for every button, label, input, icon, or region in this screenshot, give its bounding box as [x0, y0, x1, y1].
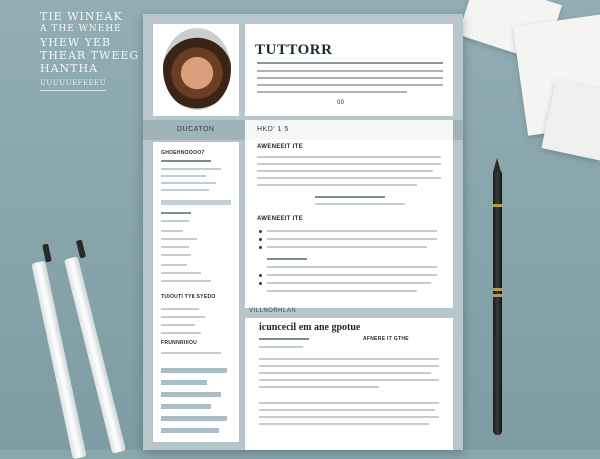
- title-line-5: HANTHA: [40, 62, 99, 75]
- skill-bar: [161, 428, 219, 433]
- pen-band-1: [493, 204, 502, 207]
- block-line: [259, 402, 439, 404]
- skill-bar: [161, 392, 221, 397]
- block-line: [259, 379, 439, 381]
- left-line: [161, 352, 221, 354]
- left-heading-2: TUIOUTI TY8 SYEDO: [161, 294, 216, 300]
- left-column: [153, 142, 239, 442]
- profile-photo: [163, 28, 231, 110]
- skill-bar: [161, 380, 207, 385]
- left-line: [161, 280, 211, 282]
- block-line: [267, 282, 431, 284]
- block-line: [315, 196, 385, 198]
- header-line: [257, 62, 443, 64]
- left-line: [161, 189, 209, 191]
- left-line: [161, 160, 211, 162]
- header-line: [257, 77, 443, 79]
- left-line: [161, 332, 201, 334]
- skill-bar: [161, 416, 227, 421]
- right-section-label: HKD' 1 5: [257, 126, 289, 133]
- left-line: [161, 212, 191, 214]
- block-line: [259, 416, 439, 418]
- bullet: [259, 230, 262, 233]
- left-line: [161, 316, 205, 318]
- block-line: [259, 423, 429, 425]
- block-line: [257, 184, 417, 186]
- block-line: [267, 258, 307, 260]
- left-heading-2-sub: FRUNNRIIIOU: [161, 340, 198, 346]
- block-line: [267, 230, 437, 232]
- block-line: [259, 365, 439, 367]
- skill-bar: [161, 404, 211, 409]
- right-block-3: [245, 318, 453, 450]
- pen-band-2: [493, 288, 502, 291]
- left-line: [161, 324, 195, 326]
- block-line: [257, 177, 441, 179]
- block-line: [315, 203, 405, 205]
- title-subtitle: UUUUUEFEEEU: [40, 77, 106, 91]
- block-line: [259, 409, 435, 411]
- left-line: [161, 168, 221, 170]
- block-line: [267, 290, 417, 292]
- left-line: [161, 272, 201, 274]
- bullet: [259, 246, 262, 249]
- block-line: [267, 266, 437, 268]
- bullet: [259, 274, 262, 277]
- header-panel: [245, 24, 453, 116]
- left-heading-1: GHOEHNOOOO7: [161, 150, 205, 156]
- black-pen: [493, 170, 502, 435]
- header-line: [257, 84, 443, 86]
- right-block-2: [245, 212, 453, 308]
- header-line: [257, 70, 443, 72]
- header-line: [257, 91, 407, 93]
- decorative-title: [40, 10, 140, 91]
- skill-bar: [161, 200, 231, 205]
- block-line: [257, 156, 441, 158]
- right-section-header: [245, 120, 453, 140]
- left-line: [161, 175, 206, 177]
- left-line: [161, 230, 183, 232]
- title-line-3: YHEW YEB: [40, 36, 112, 49]
- bullet: [259, 282, 262, 285]
- resume-sheet: [143, 14, 463, 450]
- photo-frame: [153, 24, 239, 116]
- education-label: DUCATON: [177, 126, 215, 133]
- block1-heading: AWENEEIT ITE: [257, 144, 303, 150]
- block2-heading: AWENEEIT ITE: [257, 216, 303, 222]
- title-line-2: A THE WNEHE: [40, 24, 122, 34]
- bullet: [259, 238, 262, 241]
- section3-label: VILLNORHLAN: [249, 308, 297, 314]
- block-line: [259, 346, 303, 348]
- left-line: [161, 238, 197, 240]
- resume-name: TUTTORR: [255, 42, 333, 58]
- pen-band-3: [493, 294, 502, 297]
- header-number: 00: [337, 100, 345, 106]
- title-line-1: TIE WINEAK: [40, 10, 123, 23]
- black-pen-tip: [493, 158, 501, 172]
- block-line: [257, 170, 433, 172]
- title-line-4: THEAR TWEEG: [40, 49, 140, 62]
- block-line: [257, 163, 441, 165]
- left-line: [161, 220, 189, 222]
- block-line: [259, 372, 431, 374]
- big-heading: icuncecil em ane gpotue: [259, 322, 361, 333]
- block-line: [267, 238, 437, 240]
- block-line: [259, 338, 309, 340]
- left-line: [161, 254, 191, 256]
- right-block-1: [245, 140, 453, 212]
- left-line: [161, 182, 216, 184]
- left-line: [161, 308, 199, 310]
- left-line: [161, 246, 189, 248]
- block-line: [259, 386, 379, 388]
- right-small-heading: AFNERE IT GTHE: [363, 336, 409, 342]
- block-line: [267, 246, 427, 248]
- left-line: [161, 264, 187, 266]
- block-line: [267, 274, 437, 276]
- block-line: [259, 358, 439, 360]
- skill-bar: [161, 368, 227, 373]
